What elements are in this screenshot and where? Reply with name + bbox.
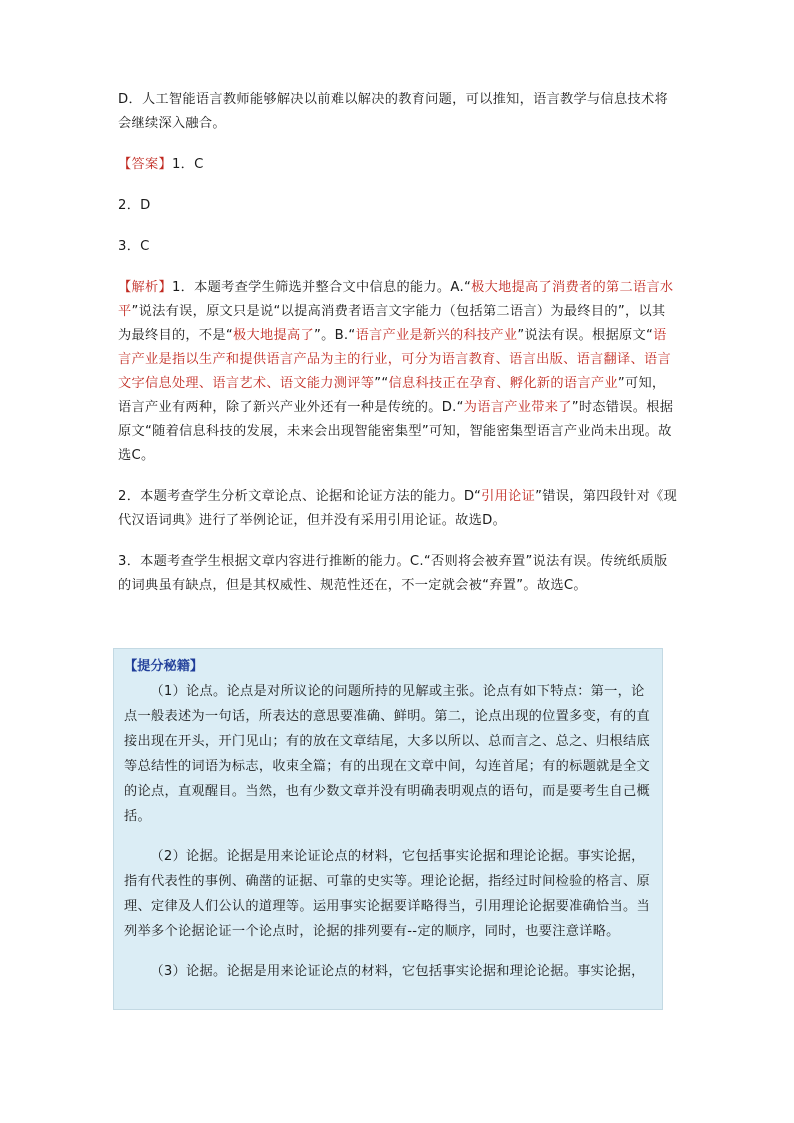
tip-paragraph-1: （1）论点。论点是对所议论的问题所持的见解或主张。论点有如下特点：第一，论点一般表述为一句话，所表达的意思要准确、鲜明。第二，论点出现的位置多变，有的直接出现在开头，开门见山；有的放在文章结尾，大多以所以、总而言之、总之、归根结底等总结性的词语为标志，收束全篇；有的出现在文章中间，勾连首尾；有的标题就是全文的论点，直观醒目。当然，也有少数文章并没有明确表明观点的语句，而是要考生自己概括。 [124,684,651,824]
tip-paragraph-3: （3）论据。论据是用来论证论点的材料，它包括事实论据和理论论据。事实论据， [150,964,645,979]
option-d-text: D．人工智能语言教师能够解决以前难以解决的教育问题，可以推知，语言教学与信息技术将会继续深入融合。 [118,92,668,131]
answer-3: 3．C [118,239,150,254]
analysis-paragraph-3: 3．本题考查学生根据文章内容进行推断的能力。C.“否则将会被弃置”说法有误。传统纸质版的词典虽有缺点，但是其权威性、规范性还在，不一定就会被“弃置”。故选C。 [118,554,668,593]
analysis-text: ”说法有误。根据原文“ [517,328,654,343]
analysis-text: 1．本题考查学生筛选并整合文中信息的能力。A.“ [171,280,472,295]
analysis-tag: 【解析】 [118,280,172,295]
analysis-paragraph-2 [118,485,678,533]
quoted-phrase: 引用论证 [481,489,536,504]
analysis-text: 2．本题考查学生分析文章论点、论据和论证方法的能力。D“ [118,489,482,504]
quoted-phrase: 语言产业是指以生产和提供语言产品为主的行业，可分为语言教育、语言出版、语言翻译、语言文字信息处理、语言艺术、语文能力测评等 [118,328,671,391]
analysis-text: ”时态错误。根据原文“随着信息科技的发展，未来会出现智能密集型”可知，智能密集型语言产业尚未出现。故选C。 [118,400,674,463]
answer-2: 2．D [118,198,151,213]
answer-tag: 【答案】 [118,157,172,172]
analysis-text: ”说法有误，原文只是说“以提高消费者语言文字能力（包括第二语言）为最终目的”，以其为最终目的，不是“ [118,304,666,343]
quoted-phrase: 为语言产业带来了 [463,400,572,415]
quoted-phrase: 极大地提高了 [233,328,314,343]
tip-paragraph-2: （2）论据。论据是用来论证论点的材料，它包括事实论据和理论论据。事实论据，指有代表性的事例、确凿的证据、可靠的史实等。理论论据，指经过时间检验的格言、原理、定律及人们公认的道理等。运用事实论据要详略得当，引用理论论据要准确恰当。当列举多个论据论证一个论点时，论据的排列要有--定的顺序，同时，也要注意详略。 [124,849,651,939]
analysis-paragraph-1 [118,276,678,468]
tip-box [113,648,663,1010]
analysis-text: ”。B.“ [313,328,356,343]
analysis-text: ”“ [374,376,389,391]
quoted-phrase: 信息科技正在孕育、孵化新的语言产业 [388,376,618,391]
tip-box-title: 【提分秘籍】 [124,659,204,674]
answer-1: 1．C [171,157,204,172]
answer-line-1 [118,153,678,177]
quoted-phrase: 语言产业是新兴的科技产业 [355,328,518,343]
analysis-text: ”可知，语言产业有两种，除了新兴产业外还有一种是传统的。D.“ [118,376,666,415]
document-body [118,88,678,598]
analysis-text: ”错误，第四段针对《现代汉语词典》进行了举例论证，但并没有采用引用论证。故选D。 [118,489,678,528]
quoted-phrase: 极大地提高了消费者的第二语言水平 [118,280,674,319]
